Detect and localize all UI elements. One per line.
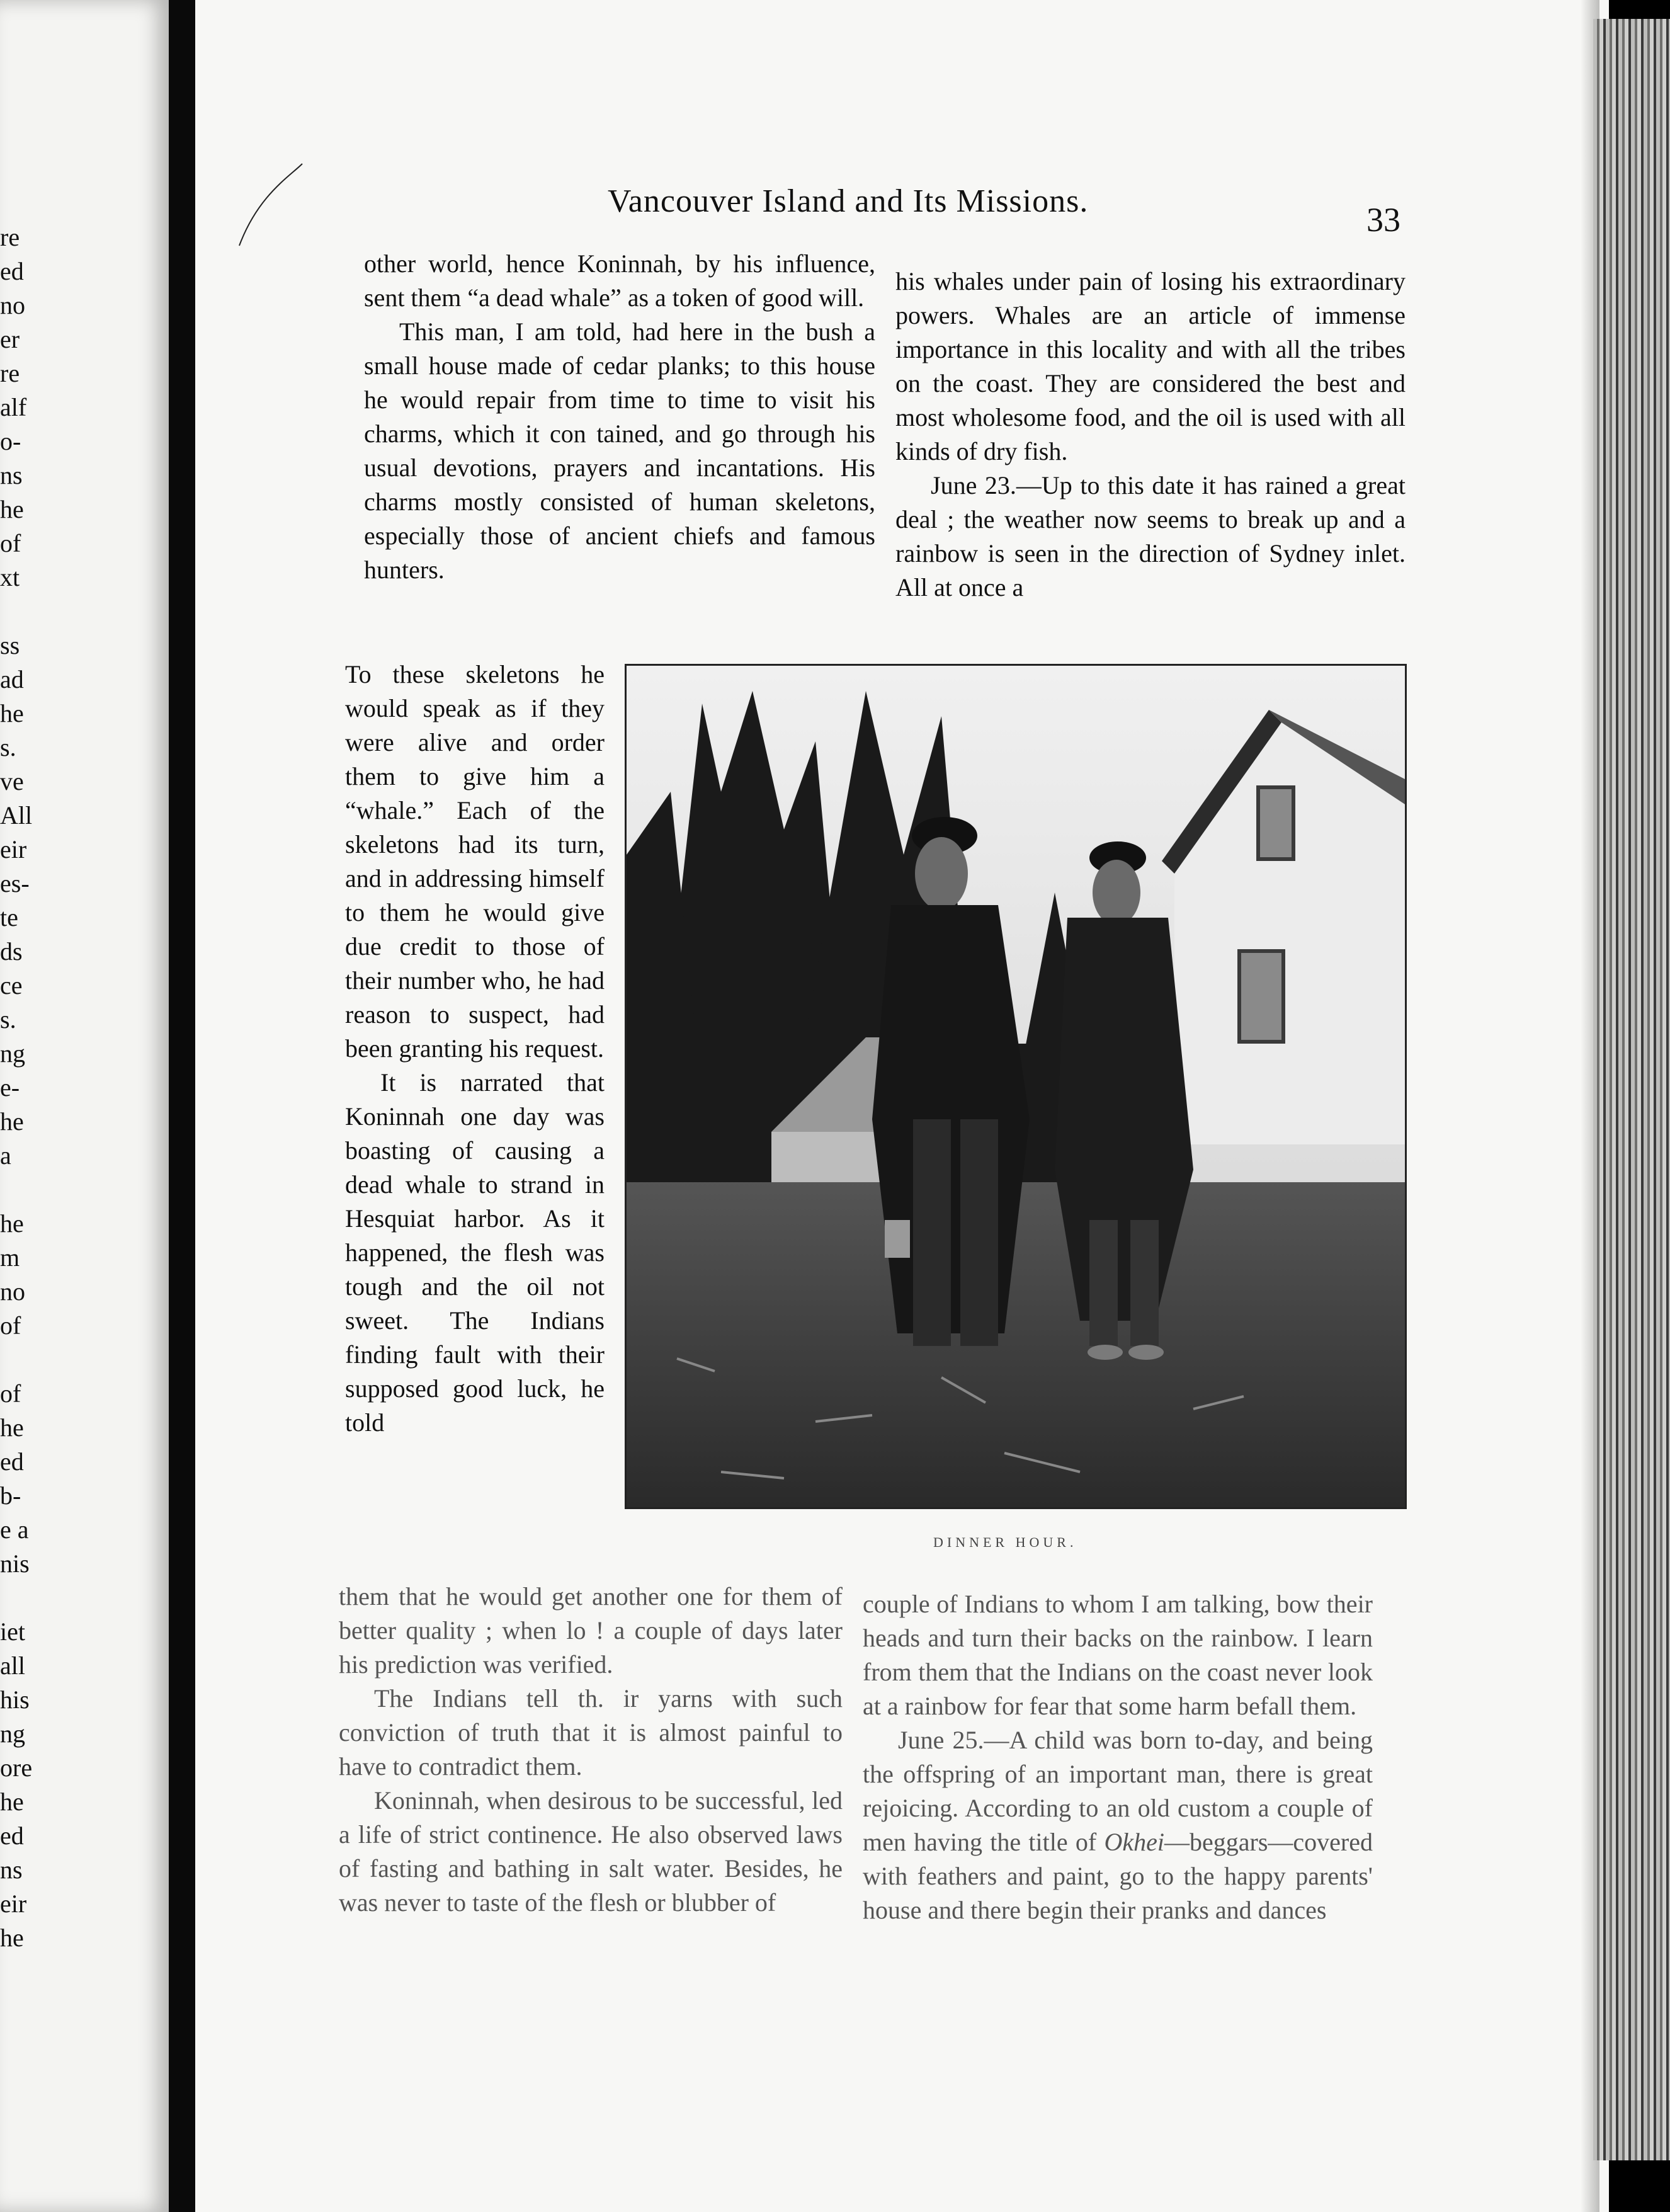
left-page-fragment: ng (0, 1719, 25, 1748)
left-facing-page (0, 0, 169, 2212)
left-page-fragment: e a (0, 1515, 29, 1544)
book-gutter (169, 0, 195, 2212)
paragraph-text: June 25.—A child was born to-day, and being the offspring of an important man, there is great rejoicing. According to an old custom a couple of men having the title of (863, 1726, 1373, 1856)
right-column-top (895, 265, 1406, 605)
paragraph: The Indians tell th. ir yarns with such conviction of truth that it is almost painful to have to contradict them. (339, 1684, 843, 1781)
paragraph: To these skeletons he would speak as if they were alive and order them to give him a “whale.” Each of the skeletons had its turn, and in addressing himself to them he would give due credit to those of their number who, he had reason to suspect, had been granting his request. (345, 660, 605, 1063)
paragraph: Koninnah, when desirous to be successful, led a life of strict continence. He also observed laws of fasting and bathing in salt water. Besides, he was never to taste of the flesh or blubber of (339, 1786, 843, 1917)
left-page-fragment: he (0, 1787, 24, 1816)
left-page-fragment (0, 1343, 25, 1377)
left-page-fragment: ns (0, 1856, 23, 1884)
paragraph (863, 1723, 1373, 1927)
left-page-fragment: ed (0, 1447, 24, 1476)
left-page-fragment: he (0, 495, 24, 523)
right-column-bottom (863, 1587, 1373, 1927)
left-page-fragment: he (0, 1924, 24, 1952)
left-page-fragment: ds (0, 937, 23, 966)
left-page-fragment: he (0, 1107, 24, 1136)
left-page-fragment: ed (0, 1821, 24, 1850)
italic-term-okhei: Okhei (1104, 1828, 1165, 1856)
photograph-dinner-hour (625, 664, 1407, 1509)
left-page-fragment: re (0, 359, 20, 387)
stray-ink-mark (233, 157, 309, 258)
photo-caption: DINNER HOUR. (933, 1534, 1077, 1550)
left-page-fragment: ss (0, 631, 20, 659)
left-page-fragment: of (0, 1379, 21, 1408)
paragraph: his whales under pain of losing his extraordinary powers. Whales are an article of immense importance in this locality and with all the tribes on the coast. They are considered the best and most wholesome food, and the oil is used with all kinds of dry fish. (895, 267, 1406, 465)
left-page-fragment: all (0, 1651, 25, 1680)
left-page-fragment: iet (0, 1617, 25, 1646)
left-page-fragment: eir (0, 1890, 27, 1918)
left-page-fragment (0, 595, 25, 629)
left-page-fragment: no (0, 291, 25, 319)
left-page-fragment: of (0, 529, 21, 557)
left-page-fragment: b- (0, 1481, 21, 1510)
paragraph: them that he would get another one for them of better quality ; when lo ! a couple of days later his prediction was verified. (339, 1582, 843, 1679)
left-page-fragment: ore (0, 1753, 33, 1782)
left-page-fragment: o- (0, 427, 21, 455)
left-page-fragment: s. (0, 733, 16, 761)
left-column-bottom (339, 1580, 843, 1920)
left-column-wrap (345, 658, 605, 1440)
left-page-fragment: m (0, 1243, 20, 1272)
left-page-fragment: te (0, 903, 18, 932)
left-page-fragment: All (0, 801, 33, 830)
left-page-fragment: nis (0, 1549, 30, 1578)
left-page-fragment: ed (0, 257, 24, 285)
left-page-fragment: s. (0, 1005, 16, 1034)
left-page-fragment: e- (0, 1073, 20, 1102)
left-page-fragment: a (0, 1141, 11, 1170)
running-head: Vancouver Island and Its Missions. (608, 183, 1089, 219)
left-page-fragment: re (0, 223, 20, 251)
left-page-fragment: ve (0, 767, 24, 795)
paragraph-text: —beggars—covered with feathers and paint, go to the happy parents' house and there begin their pranks and dances (863, 1828, 1373, 1924)
left-page-fragment (0, 1581, 25, 1615)
left-page-fragment: ns (0, 461, 23, 489)
page-number: 33 (1366, 201, 1400, 239)
photo-illustration (627, 666, 1405, 1507)
left-page-fragment: es- (0, 869, 30, 898)
paragraph: other world, hence Koninnah, by his influence, sent them “a dead whale” as a token of good will. (364, 249, 875, 312)
left-page-fragment: ce (0, 971, 23, 1000)
left-page-text-fragments (0, 220, 33, 1955)
left-page-fragment: he (0, 1209, 24, 1238)
paragraph: June 23.—Up to this date it has rained a great deal ; the weather now seems to break up and a rainbow is seen in the direction of Sydney inlet. All at once a (895, 471, 1406, 601)
left-page-fragment: of (0, 1311, 21, 1340)
paragraph: It is narrated that Koninnah one day was boasting of causing a dead whale to strand in Hesquiat harbor. As it happened, the flesh was tough and the oil not sweet. The Indians finding fault with their supposed good luck, he told (345, 1068, 605, 1437)
left-page-fragment: ad (0, 665, 24, 693)
left-page-fragment: he (0, 699, 24, 727)
left-page-fragment: he (0, 1413, 24, 1442)
left-page-fragment: no (0, 1277, 25, 1306)
paragraph: couple of Indians to whom I am talking, bow their heads and turn their backs on the rainbow. I learn from them that the Indians on the coast never look at a rainbow for fear that some harm befall them. (863, 1590, 1373, 1720)
left-page-fragment: ng (0, 1039, 25, 1068)
left-page-fragment: alf (0, 393, 27, 421)
left-page-fragment: xt (0, 563, 20, 591)
paragraph: This man, I am told, had here in the bush a small house made of cedar planks; to this house he would repair from time to time to visit his charms, which it con tained, and go through his usual devotions, prayers and incantations. His charms mostly consisted of human skeletons, especially those of ancient chiefs and famous hunters. (364, 317, 875, 584)
left-page-fragment: his (0, 1685, 30, 1714)
left-page-fragment: eir (0, 835, 27, 864)
left-page-fragment: er (0, 325, 20, 353)
stacked-page-edges (1593, 19, 1670, 2160)
left-page-fragment (0, 1173, 25, 1207)
left-column-top (364, 247, 875, 587)
